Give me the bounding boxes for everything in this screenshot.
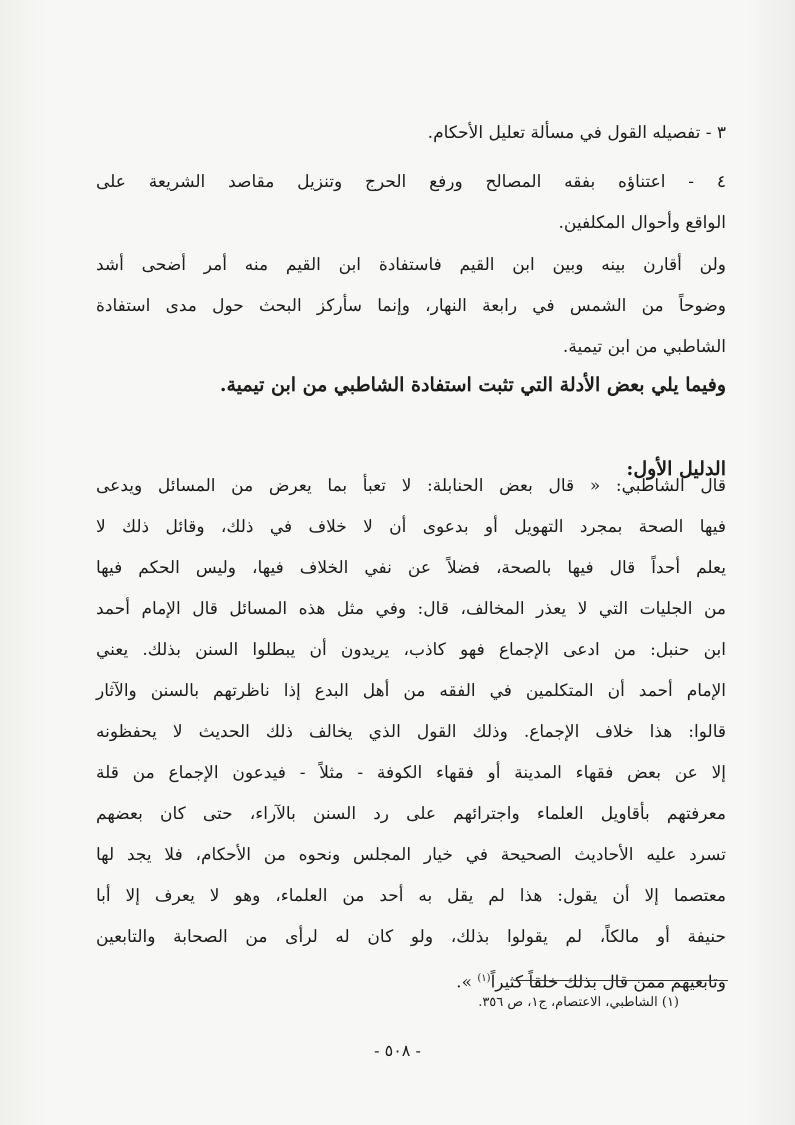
quote-line: معرفتهم بأقاويل العلماء واجترائهم على رد السنن بالآراء، حتى كان بعضهم (96, 804, 726, 824)
footnote: (١) الشاطبي، الاعتصام، ج١، ص ٣٥٦. (478, 995, 679, 1010)
section-heading: وفيما يلي بعض الأدلة التي تثبت استفادة الشاطبي من ابن تيمية. (219, 374, 726, 396)
intro-paragraph (96, 245, 726, 368)
quote-line: يعلم أحداً قال فيها بالصحة، فضلاً عن نفي الخلاف فيها، وليس الحكم فيها (96, 558, 726, 578)
intro-line-1: ولن أقارن بينه وبين ابن القيم فاستفادة ابن القيم منه أمر أضحى أشد (96, 255, 726, 275)
section-heading-block (96, 365, 726, 405)
quote-line: فيها الصحة بمجرد التهويل أو بدعوى أن لا خلاف في ذلك، وقائل ذلك لا (96, 517, 726, 537)
footnote-divider (514, 980, 728, 981)
list-item-4 (96, 162, 726, 244)
footnote-marker: (١) (477, 973, 491, 984)
quote-line: قال الشاطبي: « قال بعض الحنابلة: لا تعبأ بما يعرض من المسائل ويدعى (96, 476, 726, 496)
quote-last-line-text: وتابعيهم ممن قال بذلك خلقاً كثيراً (490, 972, 726, 993)
page-number: - ٥٠٨ - (374, 1041, 421, 1060)
quote-line: حنيفة أو مالكاً، لم يقولوا بذلك، ولو كان له لرأى من الصحابة والتابعين (96, 927, 726, 947)
quote-line: تسرد عليه الأحاديث الصحيحة في خيار المجلس ونحوه من الأحكام، فلا يجد لها (96, 845, 726, 865)
quote-line: الإمام أحمد أن المتكلمين في الفقه من أهل البدع إذا ناظرتهم بالسنن والآثار (96, 681, 726, 701)
quote-lines (96, 466, 726, 958)
list-item-3 (96, 113, 726, 154)
quote-line: ابن حنبل: من ادعى الإجماع فهو كاذب، يريدون أن يبطلوا السنن بذلك. يعني (96, 640, 726, 660)
intro-line-3: الشاطبي من ابن تيمية. (562, 337, 726, 357)
quote-closing: ». (456, 972, 478, 993)
list-item-4-line-1: ٤ - اعتناؤه بفقه المصالح ورفع الحرج وتنزيل مقاصد الشريعة على (96, 172, 726, 192)
quote-line: معتصما إلا أن يقول: هذا لم يقل به أحد من العلماء، وهو لا يعرف إلا أبا (96, 886, 726, 906)
intro-line-2: وضوحاً من الشمس في رابعة النهار، وإنما سأركز البحث حول مدى استفادة (96, 296, 726, 316)
quote-paragraph (96, 466, 726, 999)
list-item-4-line-2: الواقع وأحوال المكلفين. (558, 213, 726, 233)
list-item-3-text: ٣ - تفصيله القول في مسألة تعليل الأحكام. (427, 123, 726, 143)
evidence-heading: الدليل الأول: (626, 458, 726, 480)
quote-line: إلا عن بعض فقهاء المدينة أو فقهاء الكوفة - مثلاً - فيدعون الإجماع من قلة (96, 763, 726, 783)
quote-last-line (96, 958, 726, 999)
quote-line: من الجليات التي لا يعذر المخالف، قال: وفي مثل هذه المسائل قال الإمام أحمد (96, 599, 726, 619)
quote-line: قالوا: هذا خلاف الإجماع. وذلك القول الذي يخالف ذلك الحديث لا يحفظونه (96, 722, 726, 742)
